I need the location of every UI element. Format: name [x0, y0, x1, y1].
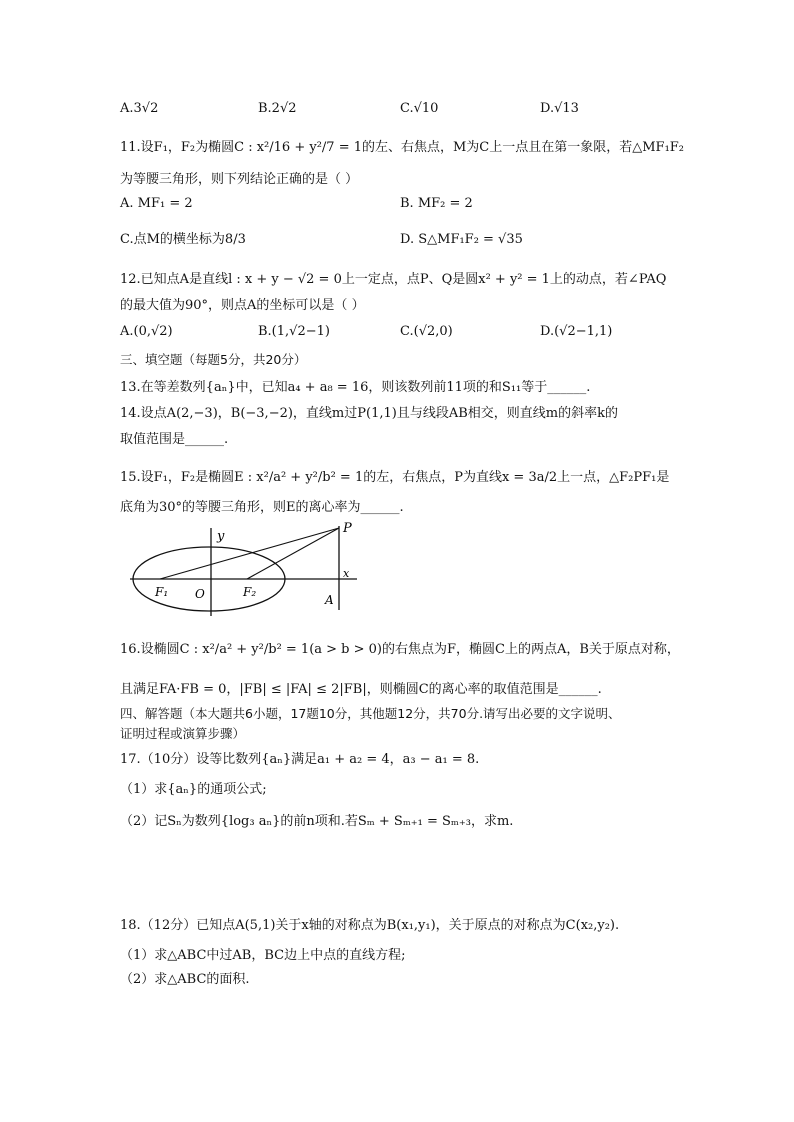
q17-line2: （1）求{aₙ}的通项公式;: [120, 782, 267, 797]
q12-option-c: C.(√2,0): [400, 324, 453, 339]
q11-stem-line1: 11.设F₁，F₂为椭圆C : x²/16 + y²/7 = 1的左、右焦点，M为C上一点且在第一象限，若△MF₁F₂: [120, 140, 685, 155]
q11-option-d: D. S△MF₁F₂ = √35: [400, 232, 523, 247]
q12-stem-line2: 的最大值为90°，则点A的坐标可以是（ ）: [120, 298, 365, 313]
label-y: y: [217, 529, 225, 544]
q12-option-a: A.(0,√2): [120, 324, 173, 339]
section-title-fill-in: 三、填空题（每题5分，共20分）: [120, 352, 307, 367]
q17-line3: （2）记Sₙ为数列{log₃ aₙ}的前n项和.若Sₘ + Sₘ₊₁ = Sₘ₊₃，求m.: [120, 814, 514, 829]
q11-option-b: B. MF₂ = 2: [400, 196, 473, 211]
q12-option-b: B.(1,√2−1): [258, 324, 330, 339]
label-f1: F₁: [155, 585, 169, 599]
q18-line2: （1）求△ABC中过AB，BC边上中点的直线方程;: [120, 948, 406, 963]
q10-option-b: B.2√2: [258, 101, 297, 116]
q15-line1: 15.设F₁，F₂是椭圆E : x²/a² + y²/b² = 1的左，右焦点，P为直线x = 3a/2上一点，△F₂PF₁是: [120, 470, 670, 485]
q11-stem-line2: 为等腰三角形，则下列结论正确的是（ ）: [120, 172, 359, 187]
q16-line1: 16.设椭圆C : x²/a² + y²/b² = 1(a > b > 0)的右焦点为F，椭圆C上的两点A，B关于原点对称，: [120, 642, 680, 657]
label-f2: F₂: [243, 585, 257, 599]
q12-stem-line1: 12.已知点A是直线l : x + y − √2 = 0上一定点，点P、Q是圆x² + y² = 1上的动点，若∠PAQ: [120, 272, 667, 287]
label-x: x: [343, 567, 350, 580]
q14-line1: 14.设点A(2,−3)，B(−3,−2)，直线m过P(1,1)且与线段AB相交，则直线m的斜率k的: [120, 406, 618, 421]
q11-option-c: C.点M的横坐标为8/3: [120, 232, 246, 247]
section-title-answers-line2: 证明过程或演算步骤）: [120, 726, 246, 741]
q11-option-a: A. MF₁ = 2: [120, 196, 193, 211]
label-o: O: [195, 587, 205, 601]
q12-option-d: D.(√2−1,1): [540, 324, 613, 339]
label-p: P: [343, 522, 352, 536]
segment-f1-p: [160, 528, 339, 579]
q18-line3: （2）求△ABC的面积.: [120, 972, 250, 987]
q18-line1: 18.（12分）已知点A(5,1)关于x轴的对称点为B(x₁,y₁)，关于原点的对称点为C(x₂,y₂).: [120, 918, 620, 933]
ellipse-figure: [125, 522, 365, 622]
q15-line2: 底角为30°的等腰三角形，则E的离心率为______.: [120, 500, 404, 515]
label-a: A: [325, 593, 334, 607]
q10-option-a: A.3√2: [120, 101, 159, 116]
q10-option-c: C.√10: [400, 101, 439, 116]
q13-text: 13.在等差数列{aₙ}中，已知a₄ + a₈ = 16，则该数列前11项的和S₁₁等于______.: [120, 380, 591, 395]
section-title-answers-line1: 四、解答题（本大题共6小题，17题10分，其他题12分，共70分.请写出必要的文字说明、: [120, 706, 621, 721]
q16-line2: 且满足FA·FB = 0，|FB| ≤ |FA| ≤ 2|FB|，则椭圆C的离心率的取值范围是______.: [120, 682, 602, 697]
segment-f2-p: [247, 528, 339, 579]
q10-option-d: D.√13: [540, 101, 579, 116]
q14-line2: 取值范围是______.: [120, 432, 229, 447]
q17-line1: 17.（10分）设等比数列{aₙ}满足a₁ + a₂ = 4，a₃ − a₁ = 8.: [120, 752, 480, 767]
